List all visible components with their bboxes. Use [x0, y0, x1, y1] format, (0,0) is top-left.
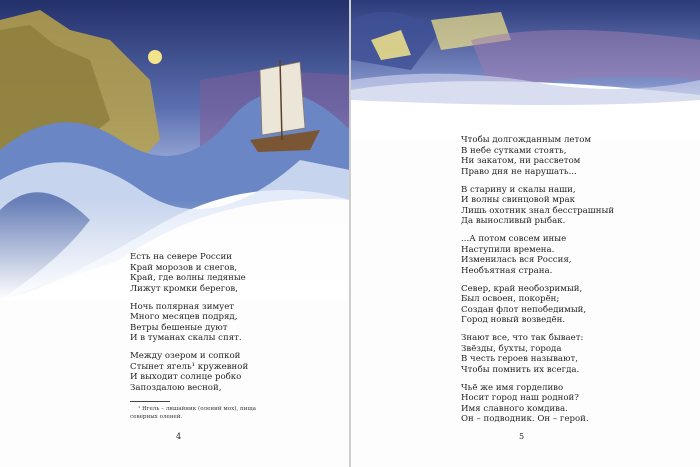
- poem-line: Носит город наш родной?: [461, 393, 579, 403]
- moon: [148, 50, 162, 64]
- stanza: [130, 302, 248, 344]
- poem-line: Чтобы помнить их всегда.: [461, 364, 580, 375]
- poem-line: Наступили времена.: [461, 244, 555, 255]
- poem-line: В небе сутками стоять,: [461, 145, 567, 156]
- poem-line: Ни закатом, ни рассветом: [461, 156, 581, 166]
- poem-line: И в туманах скалы спят.: [130, 333, 242, 343]
- poem-line: Право дня не нарушать...: [461, 166, 577, 177]
- poem-line: Создан флот непобедимый,: [461, 304, 587, 315]
- poem-line: Он – подводник. Он – герой.: [461, 414, 589, 424]
- stanza: [461, 284, 614, 326]
- poem-line: Изменилась вся Россия,: [461, 255, 572, 265]
- poem-line: Знают все, что так бывает:: [461, 333, 584, 343]
- stanza: [461, 135, 614, 177]
- poem-line: Да выносливый рыбак.: [461, 216, 566, 226]
- poem-line: Север, край необозримый,: [461, 283, 583, 294]
- poem-line: Край морозов и снегов,: [130, 262, 238, 273]
- poem-line: Необъятная страна.: [461, 265, 553, 276]
- stanza: [461, 333, 614, 375]
- poem-line: Имя славного комдива.: [461, 403, 568, 414]
- stanza: [461, 383, 614, 425]
- poem-line: Ночь полярная зимует: [130, 301, 235, 312]
- sky-illustration: [351, 0, 700, 140]
- poem-line: ...А потом совсем иные: [461, 234, 567, 244]
- poem-line: Между озером и сопкой: [130, 351, 241, 361]
- footnote: ¹ Ягель – лишайник (олений мох), пища северных оленей.: [130, 406, 256, 420]
- page-number: 4: [176, 432, 182, 441]
- stanza: [130, 252, 248, 294]
- poem-left: [130, 252, 248, 401]
- poem-line: Лишь охотник знал бесстрашный: [461, 205, 615, 216]
- poem-line: Чьё же имя горделиво: [461, 382, 564, 393]
- poem-line: Запоздалою весной,: [130, 382, 222, 393]
- footnote-rule: [130, 401, 170, 402]
- poem-right: [461, 135, 614, 432]
- page-number: 5: [519, 432, 525, 441]
- poem-line: Город новый возведён.: [461, 315, 566, 325]
- stanza: [461, 185, 614, 227]
- stanza: [461, 234, 614, 276]
- poem-line: Есть на севере России: [130, 252, 233, 262]
- stanza: [130, 351, 248, 393]
- poem-line: Был освоен, покорён;: [461, 294, 560, 304]
- poem-line: Лижут кромки берегов,: [130, 283, 239, 294]
- poem-line: Стынет ягель¹ кружевной: [130, 361, 249, 372]
- poem-line: И выходит солнце робко: [130, 372, 242, 382]
- right-page: [351, 0, 700, 467]
- poem-line: Много месяцев подряд,: [130, 312, 238, 322]
- poem-line: Звёзды, бухты, города: [461, 343, 562, 354]
- poem-line: И волны свинцовой мрак: [461, 195, 575, 205]
- poem-line: Ветры бешеные дуют: [130, 322, 228, 333]
- poem-line: В честь героев называют,: [461, 354, 579, 364]
- poem-line: Чтобы долгожданным летом: [461, 135, 592, 145]
- poem-line: Край, где волны ледяные: [130, 273, 246, 283]
- poem-line: В старину и скалы наши,: [461, 184, 576, 195]
